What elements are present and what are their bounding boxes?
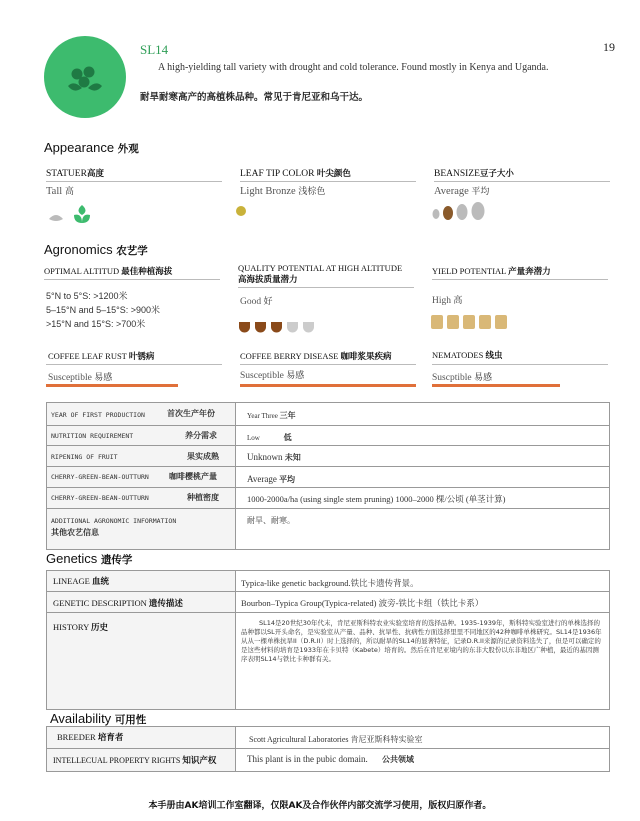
table-row: NUTRITION REQUIREMENT 养分需求 Low 低 bbox=[51, 431, 292, 442]
history-text: SL14是20世纪30年代末，肯尼亚斯科特农业实验室培育的选择品种。1935-1939年，斯科特实验室进行的单株选择的品种都以SL开头命名，是实验室从产量、品种、抗旱性、抗病性方面选择里里不同地区的42种咖啡单株研究。SL14是1936年从从一棵单株抗旱II（D.R.II）时上选择的，所以耐旱的SL14的显著特征，记录D.R.II来源的记录资料选失了，但是可以确定的是这些材料的培育是1933年在卡贝特（Kabete）培育的。然后在肯尼亚境内的东非大股份以东非地区广种植，最近的基因测序表明SL14与铁比卡种群有关。 bbox=[241, 619, 602, 663]
leaf-color-swatch bbox=[236, 206, 246, 216]
stature-label: STATUER高度 bbox=[46, 169, 104, 179]
leaf-rust-bar bbox=[46, 384, 178, 387]
altitude-label: OPTIMAL ALTITUD 最佳种植海拔 bbox=[44, 266, 173, 277]
variety-description-cn: 耐旱耐寒高产的高植株品种。常见于肯尼亚和乌干达。 bbox=[140, 92, 369, 103]
divider bbox=[432, 364, 608, 365]
nematodes-value: Suscptible 易感 bbox=[432, 373, 492, 383]
nematodes-bar bbox=[432, 384, 560, 387]
quality-label: QUALITY POTENTIAL AT HIGH ALTITUDE 高海拔质量潜力 bbox=[238, 263, 403, 285]
leaf-tip-label: LEAF TIP COLOR 叶尖颜色 bbox=[240, 169, 351, 179]
availability-table bbox=[46, 726, 610, 772]
altitude-line: >15°N and 15°S: >700米 bbox=[46, 319, 146, 329]
stature-icons bbox=[46, 203, 93, 229]
appearance-heading bbox=[44, 140, 139, 156]
footer-note: 本手册由AK培训工作室翻译，仅限AK及合作伙伴内部交流学习使用，版权归原作者。 bbox=[148, 801, 492, 811]
table-row: YEAR OF FIRST PRODUCTION 首次生产年份 Year Three 三年 bbox=[51, 409, 296, 420]
tall-plant-icon bbox=[71, 203, 93, 225]
quality-value: Good 好 bbox=[240, 297, 273, 307]
table-row: CHERRY-GREEN-BEAN-OUTTURN 咖啡樱桃产量 Average 平均 bbox=[51, 472, 296, 484]
variety-name: SL14 bbox=[140, 42, 169, 57]
yield-bags bbox=[430, 312, 512, 334]
leaf-rust-value: Susceptible 易感 bbox=[48, 373, 113, 383]
bean-icons bbox=[430, 200, 494, 224]
genetics-heading: Genetics 遗传学 bbox=[46, 551, 133, 566]
berry-disease-bar bbox=[240, 384, 416, 387]
genetics-table bbox=[46, 570, 610, 710]
bean-size-label: BEANSIZE豆子大小 bbox=[434, 169, 514, 179]
variety-logo bbox=[44, 36, 126, 118]
table-row: LINEAGE 血统 Typica-like genetic background.铁比卡遗传背景。 bbox=[53, 576, 419, 588]
appearance-title-cn: 外观 bbox=[117, 143, 139, 155]
yield-label: YIELD POTENTIAL 产量奔潜力 bbox=[432, 266, 551, 277]
berry-disease-label: COFFEE BERRY DISEASE 咖啡浆果疾病 bbox=[240, 351, 392, 362]
table-row: RIPENING OF FRUIT 果实成熟 Unknown 未知 bbox=[51, 452, 301, 462]
coffee-cup-icons bbox=[238, 319, 320, 333]
nematodes-label: NEMATODES 线虫 bbox=[432, 350, 503, 361]
table-row: ADDITIONAL AGRONOMIC INFORMATION 其他农艺信息 耐旱、耐寒。 bbox=[51, 516, 295, 537]
table-row: INTELLECUAL PROPERTY RIGHTS 知识产权 This plant is in the pubic domain. 公共领域 bbox=[53, 754, 414, 766]
table-row: GENETIC DESCRIPTION 遗传描述 Bourbon–Typica Group(Typica-related) 波旁-铁比卡组（铁比卡系） bbox=[53, 598, 484, 609]
agronomic-table bbox=[46, 402, 610, 550]
appearance-title: Appearance bbox=[44, 140, 115, 155]
leaf-rust-label: COFFEE LEAF RUST 叶锈病 bbox=[48, 351, 155, 362]
divider bbox=[44, 279, 220, 280]
altitude-line: 5–15°N and 5–15°S: >900米 bbox=[46, 305, 161, 315]
quality-cups bbox=[238, 318, 320, 337]
berry-disease-value: Susceptible 易感 bbox=[240, 371, 305, 381]
divider bbox=[46, 181, 222, 182]
bean-size-icons bbox=[430, 200, 494, 228]
table-row: CHERRY-GREEN-BEAN-OUTTURN 种植密度 1000-2000a/ha (using single stem pruning) 1000–2000 棵/公顷 (单茎计算) bbox=[51, 493, 506, 504]
divider bbox=[432, 279, 608, 280]
bean-size-value: Average 平均 bbox=[434, 186, 490, 197]
coffee-bag-icons bbox=[430, 312, 512, 330]
stature-value: Tall 高 bbox=[46, 186, 74, 197]
divider bbox=[238, 287, 414, 288]
coffee-plant-icon bbox=[44, 36, 126, 118]
yield-value: High 高 bbox=[432, 296, 463, 306]
divider bbox=[46, 364, 222, 365]
variety-description: A high-yielding tall variety with drought and cold tolerance. Found mostly in Kenya and Uganda. bbox=[158, 62, 549, 73]
availability-heading: Availability 可用性 bbox=[50, 711, 147, 726]
altitude-list bbox=[46, 289, 160, 331]
divider bbox=[434, 181, 610, 182]
agronomics-heading: Agronomics 农艺学 bbox=[44, 242, 148, 257]
short-plant-icon bbox=[46, 205, 66, 225]
leaf-tip-value: Light Bronze 浅棕色 bbox=[240, 186, 326, 197]
table-row: HISTORY 历史 SL14是20世纪30年代末，肯尼亚斯科特农业实验室培育的选择品种。1935-1939年，斯科特实验室进行的单株选择的品种都以SL开头命名，是实验室从产量、品种、抗旱性、抗病性方面选择里里不同地区的42种咖啡单株研究。SL14是1936年从从一棵单株抗旱II（D.R.II）时上选择的，所以耐旱的SL14的显著特征，记录D.R.II来源的记录资料选失了，但是可以确定的是这些材料的培育是1933年在卡贝特（Kabete）培育的。然后在肯尼亚境内的东非大股份以东非地区广种植，最近的基因测序表明SL14与铁比卡种群有关。 bbox=[53, 619, 602, 663]
divider bbox=[240, 181, 416, 182]
table-row: BREEDER 培育者 Scott Agricultural Laboratories 肯尼亚斯科特实验室 bbox=[57, 732, 423, 744]
divider bbox=[240, 364, 416, 365]
page-number: 19 bbox=[603, 40, 615, 54]
altitude-line: 5°N to 5°S: >1200米 bbox=[46, 291, 128, 301]
